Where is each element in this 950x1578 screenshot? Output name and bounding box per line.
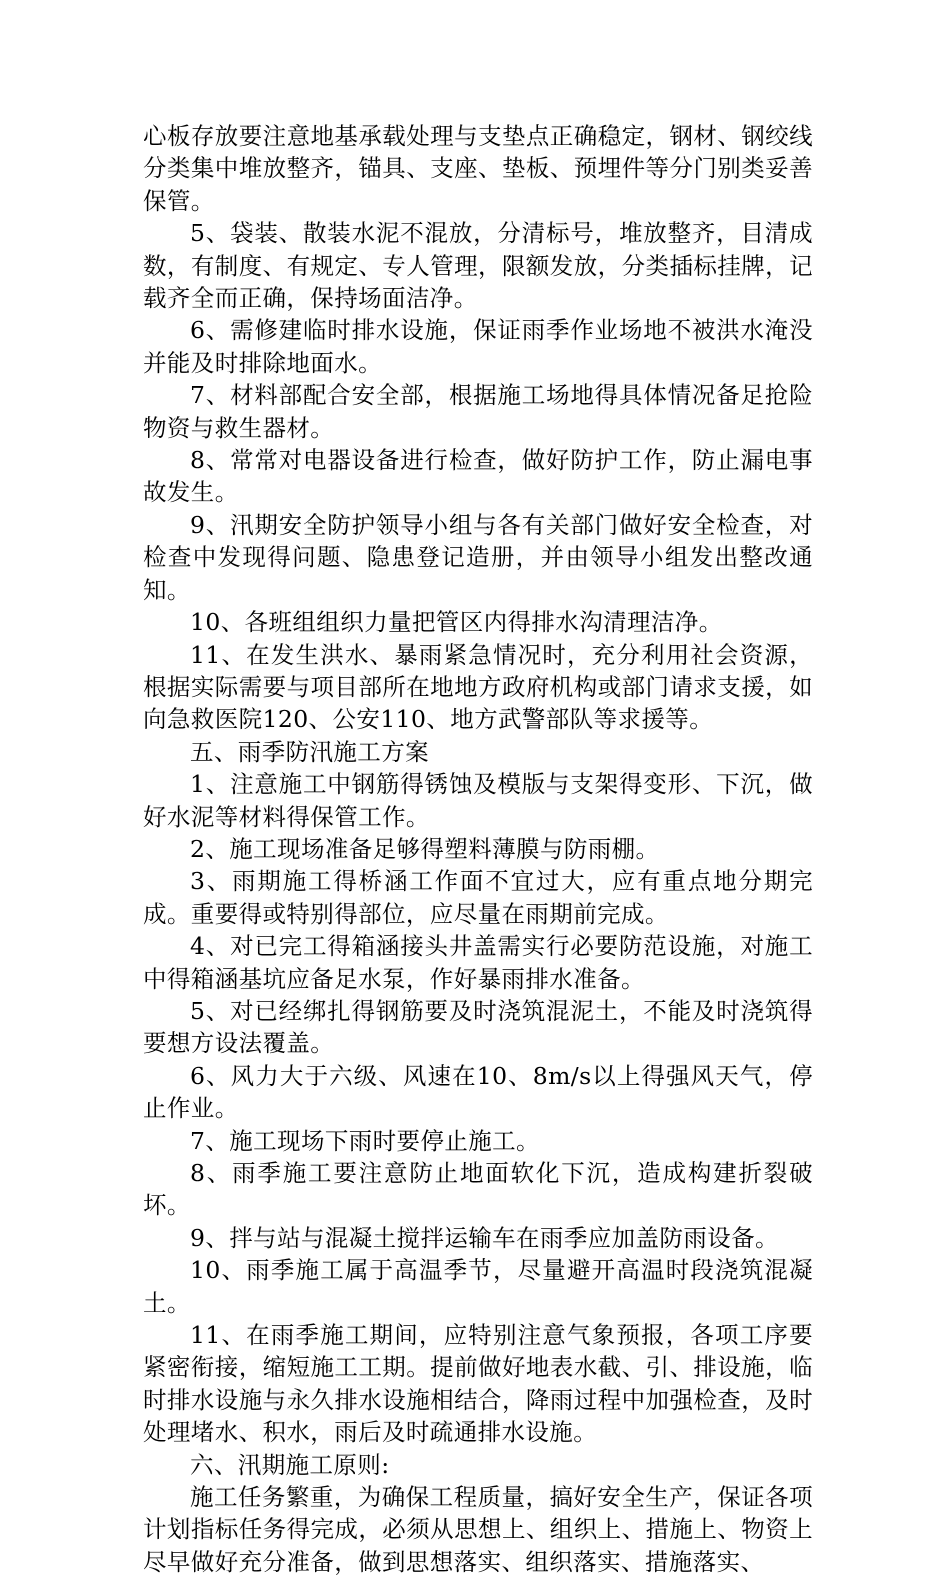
section-heading-5: 五、雨季防汛施工方案 bbox=[190, 737, 429, 766]
paragraph-rain-10: 10、雨季施工属于高温季节，尽量避开高温时段浇筑混凝土。 bbox=[143, 1256, 813, 1317]
paragraph-rain-9: 9、拌与站与混凝土搅拌运输车在雨季应加盖防雨设备。 bbox=[190, 1223, 779, 1252]
paragraph-item-5-cement: 5、袋装、散装水泥不混放，分清标号，堆放整齐，目清成数，有制度、有规定、专人管理，限额发放，分类插标挂牌，记载齐全而正确，保持场面洁净。 bbox=[143, 219, 813, 313]
paragraph-rain-6: 6、风力大于六级、风速在10、8m/s以上得强风天气，停止作业。 bbox=[143, 1061, 813, 1123]
paragraph-rain-1: 1、注意施工中钢筋得锈蚀及模版与支架得变形、下沉，做好水泥等材料得保管工作。 bbox=[143, 770, 813, 831]
paragraph-rain-3: 3、雨期施工得桥涵工作面不宜过大，应有重点地分期完成。重要得或特别得部位，应尽量在雨期前完成。 bbox=[143, 867, 813, 928]
paragraph-rain-11: 11、在雨季施工期间，应特别注意气象预报，各项工序要紧密衔接，缩短施工工期。提前做好地表水截、引、排设施，临时排水设施与永久排水设施相结合，降雨过程中加强检查，及时处理堵水、积水，雨后及时疏通排水设施。 bbox=[143, 1321, 813, 1447]
paragraph-item-7-materials: 7、材料部配合安全部，根据施工场地得具体情况备足抢险物资与救生器材。 bbox=[143, 381, 813, 442]
paragraph-rain-8: 8、雨季施工要注意防止地面软化下沉，造成构建折裂破坏。 bbox=[143, 1159, 813, 1220]
paragraph-item-8-electrical: 8、常常对电器设备进行检查，做好防护工作，防止漏电事故发生。 bbox=[143, 446, 813, 507]
document-page bbox=[143, 120, 813, 1578]
paragraph-item-11-emergency: 11、在发生洪水、暴雨紧急情况时，充分利用社会资源，根据实际需要与项目部所在地地方政府机构或部门请求支援，如向急救医院120、公安110、地方武警部队等求援等。 bbox=[143, 640, 813, 734]
paragraph-item-10-ditches: 10、各班组组织力量把管区内得排水沟清理洁净。 bbox=[190, 608, 723, 637]
paragraph-item-9-inspection: 9、汛期安全防护领导小组与各有关部门做好安全检查，对检查中发现得问题、隐患登记造册，并由领导小组发出整改通知。 bbox=[143, 510, 813, 604]
section-heading-6: 六、汛期施工原则: bbox=[190, 1450, 390, 1479]
paragraph-rain-4: 4、对已完工得箱涵接头井盖需实行必要防范设施，对施工中得箱涵基坑应备足水泵，作好暴雨排水准备。 bbox=[143, 932, 813, 993]
paragraph-rain-5: 5、对已经绑扎得钢筋要及时浇筑混泥土，不能及时浇筑得要想方设法覆盖。 bbox=[143, 996, 813, 1058]
paragraph-flood-principles: 施工任务繁重，为确保工程质量，搞好安全生产，保证各项计划指标任务得完成，必须从思想上、组织上、措施上、物资上尽早做好充分准备，做到思想落实、组织落实、措施落实、 bbox=[143, 1483, 813, 1576]
paragraph-rain-2: 2、施工现场准备足够得塑料薄膜与防雨棚。 bbox=[190, 834, 660, 863]
paragraph-item-6-drainage: 6、需修建临时排水设施，保证雨季作业场地不被洪水淹没并能及时排除地面水。 bbox=[143, 316, 813, 377]
paragraph-rain-7: 7、施工现场下雨时要停止施工。 bbox=[190, 1126, 540, 1155]
paragraph-continuation: 心板存放要注意地基承载处理与支垫点正确稳定，钢材、钢绞线分类集中堆放整齐，锚具、支座、垫板、预埋件等分门别类妥善保管。 bbox=[143, 122, 813, 215]
